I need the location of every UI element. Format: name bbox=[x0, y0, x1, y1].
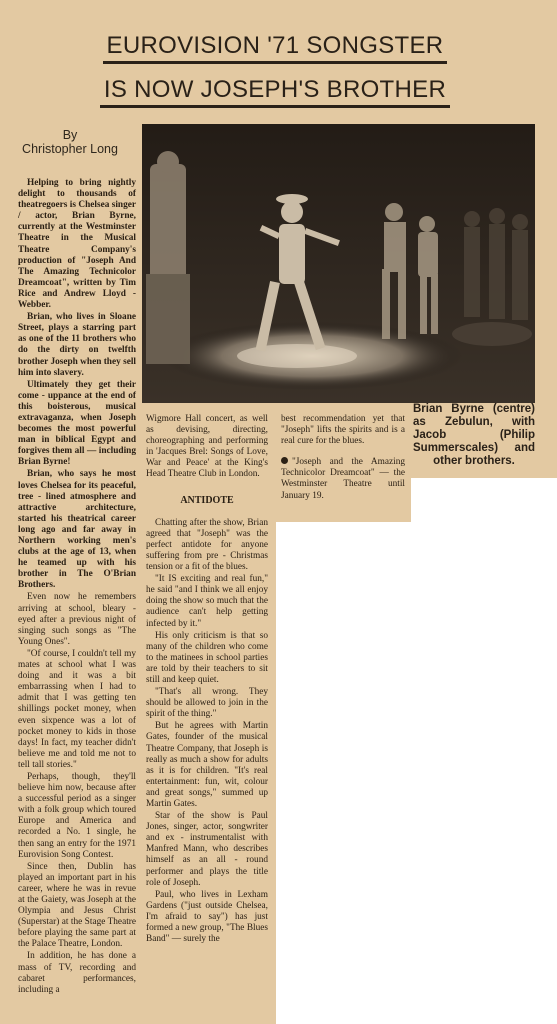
stage-photo bbox=[142, 124, 535, 403]
stage-photo-image bbox=[142, 124, 535, 403]
byline-by: By bbox=[62, 128, 78, 142]
paragraph: "Of course, I couldn't tell my mates at school what I was doing and it was a bit embarrassing when I had to admit that I was getting ten shillings pocket money, when even sixpence was a lot of pocket money to kids in those days! In fact, my teacher didn't believe me and told me not to tell tall stories." bbox=[18, 648, 136, 770]
paragraph: Paul, who lives in Lexham Gardens ("just outside Chelsea, I'm afraid to say") has just formed a new group, "The Blues Band" — surely the bbox=[146, 889, 268, 945]
bullet-dot-icon bbox=[281, 457, 288, 464]
show-listing bbox=[281, 457, 405, 501]
byline-author: Christopher Long bbox=[22, 142, 118, 156]
paragraph: Brian, who says he most loves Chelsea for its peaceful, tree - lined atmosphere and attractive architecture, started his theatrical career long ago and far away in Northern working men's clubs at the age of 13, when he teamed up with his brother in The O'Brian Brothers. bbox=[18, 469, 136, 591]
paragraph: Helping to bring nightly delight to thousands of theatregoers is Chelsea singer / actor, Brian Byrne, currently at the Westminster Theatre in the Musical Theatre Company's production of "Joseph And The Amazing Technicolor Dreamcoat", written by Tim Rice and Andrew Lloyd - Webber. bbox=[18, 178, 136, 311]
headline-line-1: EUROVISION '71 SONGSTER bbox=[60, 32, 490, 60]
paragraph: Even now he remembers arriving at school, bleary - eyed after a previous night of singing such songs as "The Young Ones". bbox=[18, 592, 136, 647]
byline bbox=[20, 128, 120, 156]
paragraph: But he agrees with Martin Gates, founder of the musical Theatre Company, that Joseph is really as much a show for adults as it is for children. "It's real entertainment: fun, wit, colour and great songs," summed up Martin Gates. bbox=[146, 721, 268, 809]
paragraph: Chatting after the show, Brian agreed that "Joseph" was the perfect antidote for anyone suffering from pre - Christmas tension or a fit of the blues. bbox=[146, 517, 268, 573]
subheading-antidote: ANTIDOTE bbox=[180, 494, 234, 506]
paragraph: best recommendation yet that "Joseph" lifts the spirits and is a real cure for the blues. bbox=[281, 414, 405, 447]
paragraph: Brian, who lives in Sloane Street, plays a starring part as one of the 11 brothers who do the dirty on twelfth brother Joseph when they sell him into slavery. bbox=[18, 312, 136, 378]
paragraph: Perhaps, though, they'll believe him now, because after a successful period as a singer with a folk group which toured Europe and America and recorded a No. 1 single, he then sang an entry for the 1971 Eurovision Song Contest. bbox=[18, 771, 136, 860]
show-listing-text: "Joseph and the Amazing Technicolor Dreamcoat" — the Westminster Theatre until January 19. bbox=[281, 457, 405, 501]
photo-caption: Brian Byrne (centre) as Zebulun, with Jacob (Philip Summerscales) and other brothers. bbox=[413, 403, 535, 467]
article-column-3 bbox=[281, 414, 405, 503]
paragraph: Ultimately they get their come - uppance at the end of this boisterous, musical extravaganza, when Joseph becomes the most powerful man in biblical Egypt and forgives them all — including Brian Byrne! bbox=[18, 379, 136, 468]
paragraph: In addition, he has done a mass of TV, recording and cabaret performances, including a bbox=[18, 951, 136, 995]
paragraph: Since then, Dublin has played an important part in his career, where he was in revue at the Gaiety, was Joseph at the Olympia and Jesus Christ (Superstar) at the Stage Theatre before playing the same part at the Palace Theatre, London. bbox=[18, 861, 136, 950]
paragraph: "It IS exciting and real fun," he said "and I think we all enjoy doing the show so much that the audience can't help getting infected by it." bbox=[146, 574, 268, 629]
paragraph: "That's all wrong. They should be allowed to join in the spirit of the thing." bbox=[146, 687, 268, 720]
paragraph: His only criticism is that so many of the children who come to the matinees in school parties are told by their teachers to sit still and keep quiet. bbox=[146, 630, 268, 685]
article-column-2 bbox=[146, 414, 268, 946]
headline-line-2: IS NOW JOSEPH'S BROTHER bbox=[60, 76, 490, 104]
paragraph: Wigmore Hall concert, as well as devising, directing, choreographing and performing in 'Jacques Brel: Songs of Love, War and Peace' at the King's Head Theatre Club in London. bbox=[146, 414, 268, 480]
paragraph: Star of the show is Paul Jones, singer, actor, songwriter and ex - instrumentalist with Manfred Mann, who describes himself as an all - round performer and plays the title role of Joseph. bbox=[146, 811, 268, 888]
article-column-1 bbox=[18, 178, 136, 997]
